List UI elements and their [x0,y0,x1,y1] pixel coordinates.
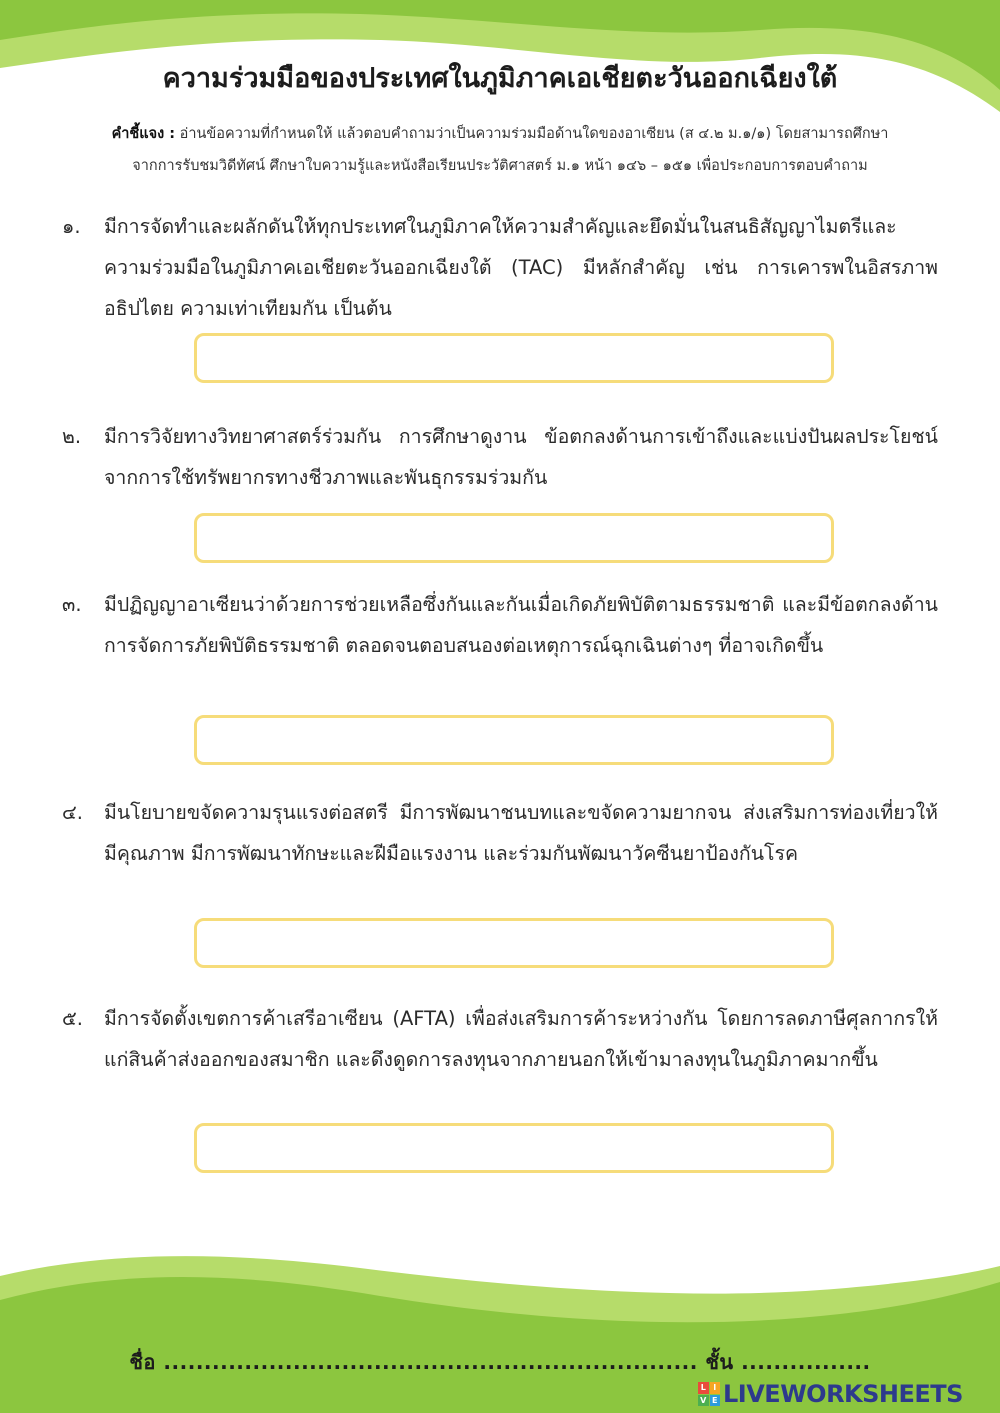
brand-badge-letter: L [698,1382,709,1394]
brand-badge-letter: V [698,1395,709,1407]
question-number: ๑. [62,215,81,238]
answer-box-3[interactable] [194,715,834,765]
question-number: ๔. [62,801,83,824]
question-1 [62,206,938,329]
name-field[interactable]: .................................................................. [163,1350,698,1374]
brand-badge-letter: E [710,1395,721,1407]
question-text: มีการวิจัยทางวิทยาศาสตร์ร่วมกัน การศึกษาดูงาน ข้อตกลงด้านการเข้าถึงและแบ่งปันผลประโยชน์จากการใช้ทรัพยากรทางชีวภาพและพันธุกรรมร่วมกัน [104,425,938,489]
footer-student-info [0,1346,1000,1378]
question-4 [62,792,938,874]
brand-badge-letter: I [710,1382,721,1394]
question-text: มีการจัดทำและผลักดันให้ทุกประเทศในภูมิภาคให้ความสำคัญและยึดมั่นในสนธิสัญญาไมตรีและความร่วมมือในภูมิภาคเอเชียตะวันออกเฉียงใต้ (TAC) มีหลักสำคัญ เช่น การเคารพในอิสรภาพ อธิปไตย ความเท่าเทียมกัน เป็นต้น [104,215,938,320]
class-field[interactable]: ................ [741,1350,871,1374]
question-text: มีนโยบายขจัดความรุนแรงต่อสตรี มีการพัฒนาชนบทและขจัดความยากจน ส่งเสริมการท่องเที่ยวให้มีคุณภาพ มีการพัฒนาทักษะและฝีมือแรงงาน และร่วมกันพัฒนาวัคซีนยาป้องกันโรค [104,801,938,865]
answer-box-5[interactable] [194,1123,834,1173]
question-text: มีปฏิญญาอาเซียนว่าด้วยการช่วยเหลือซึ่งกันและกันเมื่อเกิดภัยพิบัติตามธรรมชาติ และมีข้อตกลงด้านการจัดการภัยพิบัติธรรมชาติ ตลอดจนตอบสนองต่อเหตุการณ์ฉุกเฉินต่างๆ ที่อาจเกิดขึ้น [104,593,938,657]
answer-box-1[interactable] [194,333,834,383]
answer-box-2[interactable] [194,513,834,563]
brand-badge-icon [698,1382,720,1406]
name-label: ชื่อ [129,1350,156,1374]
instructions-text-1: อ่านข้อความที่กำหนดให้ แล้วตอบคำถามว่าเป็นความร่วมมือด้านใดของอาเซียน (ส ๔.๒ ม.๑/๑) โดยสามารถศึกษา [179,126,889,142]
class-label: ชั้น [705,1350,734,1374]
question-text: มีการจัดตั้งเขตการค้าเสรีอาเซียน (AFTA) เพื่อส่งเสริมการค้าระหว่างกัน โดยการลดภาษีศุลกากรให้แก่สินค้าส่งออกของสมาชิก และดึงดูดการลงทุนจากภายนอกให้เข้ามาลงทุนในภูมิภาคมากขึ้น [104,1007,938,1071]
question-number: ๒. [62,425,82,448]
question-number: ๕. [62,1007,83,1030]
liveworksheets-logo [698,1380,963,1408]
answer-box-4[interactable] [194,918,834,968]
question-5 [62,998,938,1080]
question-number: ๓. [62,593,82,616]
question-2 [62,416,938,498]
brand-name: LIVEWORKSHEETS [723,1380,963,1408]
page-title: ความร่วมมือของประเทศในภูมิภาคเอเชียตะวันออกเฉียงใต้ [162,63,838,94]
instructions-label: คำชี้แจง : [111,126,176,142]
question-3 [62,584,938,666]
instructions-line-2: จากการรับชมวิดีทัศน์ ศึกษาใบความรู้และหนังสือเรียนประวัติศาสตร์ ม.๑ หน้า ๑๔๖ – ๑๕๑ เพื่อประกอบการตอบคำถาม [132,158,868,174]
instructions [40,118,960,182]
instructions-line-1 [40,118,960,150]
